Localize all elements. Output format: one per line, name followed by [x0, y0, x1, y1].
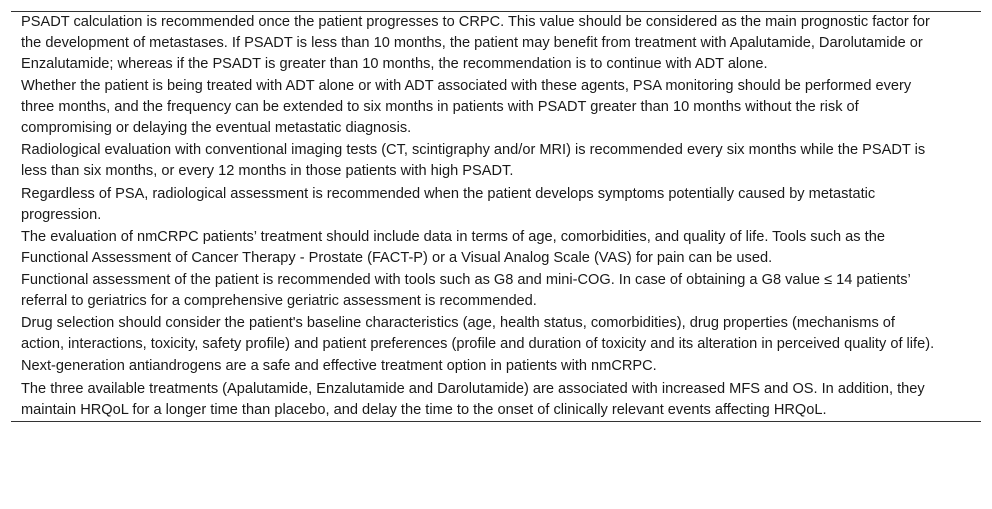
- recommendation-row: The three available treatments (Apalutamide, Enzalutamide and Darolutamide) are associated with increased MFS and OS. In addition, they maintain HRQoL for a longer time than placebo, and delay the time to the onset of clinically relevant events affecting HRQoL.: [21, 380, 925, 418]
- recommendation-row: Whether the patient is being treated with ADT alone or with ADT associated with these agents, PSA monitoring should be performed every three months, and the frequency can be extended to six months in patients with PSADT greater than 10 months without the risk of compromising or delaying the eventual metastatic diagnosis.: [21, 78, 912, 137]
- recommendation-row: Regardless of PSA, radiological assessment is recommended when the patient develops symptoms potentially caused by metastatic progression.: [21, 185, 876, 223]
- recommendation-row: Drug selection should consider the patient's baseline characteristics (age, health status, comorbidities), drug properties (mechanisms of action, interactions, toxicity, safety profile) and patient preferences (profile and duration of toxicity and its alteration in perceived quality of life).: [21, 315, 935, 353]
- recommendation-row: Functional assessment of the patient is recommended with tools such as G8 and mini-COG. In case of obtaining a G8 value ≤ 14 patients’ referral to geriatrics for a comprehensive geriatric assessment is recommended.: [21, 271, 911, 309]
- recommendation-row: The evaluation of nmCRPC patients’ treatment should include data in terms of age, comorbidities, and quality of life. Tools such as the Functional Assessment of Cancer Therapy - Prostate (FACT-P) or a Visual Analog Scale (VAS) for pain can be used.: [21, 228, 885, 266]
- recommendation-row: Radiological evaluation with conventional imaging tests (CT, scintigraphy and/or MRI) is recommended every six months while the PSADT is less than six months, or every 12 months in those patients with high PSADT.: [21, 142, 926, 180]
- recommendation-row: PSADT calculation is recommended once the patient progresses to CRPC. This value should be considered as the main prognostic factor for the development of metastases. If PSADT is less than 10 months, the patient may benefit from treatment with Apalutamide, Darolutamide or Enzalutamide; whereas if the PSADT is greater than 10 months, the recommendation is to continue with ADT alone.: [21, 14, 930, 72]
- recommendations-table: [11, 11, 981, 422]
- recommendation-row: Next-generation antiandrogens are a safe and effective treatment option in patients with nmCRPC.: [21, 358, 657, 375]
